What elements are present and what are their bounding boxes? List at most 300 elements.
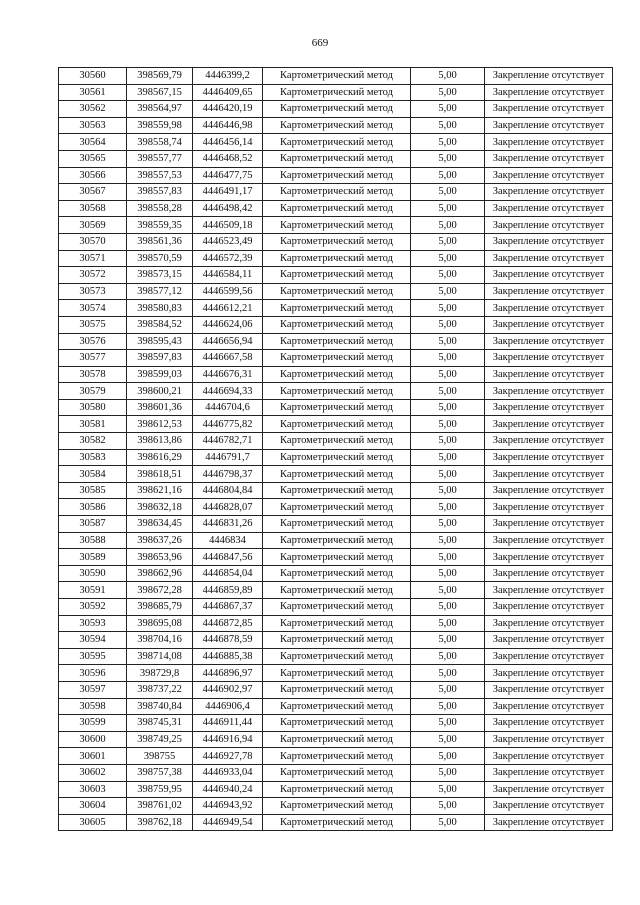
x-coordinate-cell: 398559,98 [127, 117, 193, 134]
y-coordinate-cell: 4446831,26 [193, 516, 263, 533]
x-coordinate-cell: 398672,28 [127, 582, 193, 599]
y-coordinate-cell: 4446854,04 [193, 565, 263, 582]
fixing-cell: Закрепление отсутствует [485, 814, 613, 831]
y-coordinate-cell: 4446399,2 [193, 68, 263, 85]
point-number-cell: 30589 [59, 549, 127, 566]
fixing-cell: Закрепление отсутствует [485, 698, 613, 715]
x-coordinate-cell: 398759,95 [127, 781, 193, 798]
accuracy-cell: 5,00 [411, 333, 485, 350]
method-cell: Картометрический метод [263, 648, 411, 665]
method-cell: Картометрический метод [263, 466, 411, 483]
table-row [59, 134, 613, 151]
accuracy-cell: 5,00 [411, 599, 485, 616]
fixing-cell: Закрепление отсутствует [485, 350, 613, 367]
fixing-cell: Закрепление отсутствует [485, 233, 613, 250]
table-row [59, 615, 613, 632]
table-row [59, 150, 613, 167]
point-number-cell: 30566 [59, 167, 127, 184]
x-coordinate-cell: 398558,74 [127, 134, 193, 151]
table-row [59, 764, 613, 781]
point-number-cell: 30561 [59, 84, 127, 101]
fixing-cell: Закрепление отсутствует [485, 117, 613, 134]
point-number-cell: 30568 [59, 200, 127, 217]
point-number-cell: 30577 [59, 350, 127, 367]
y-coordinate-cell: 4446847,56 [193, 549, 263, 566]
table-row [59, 549, 613, 566]
method-cell: Картометрический метод [263, 200, 411, 217]
accuracy-cell: 5,00 [411, 499, 485, 516]
method-cell: Картометрический метод [263, 184, 411, 201]
point-number-cell: 30599 [59, 715, 127, 732]
x-coordinate-cell: 398737,22 [127, 681, 193, 698]
x-coordinate-cell: 398601,36 [127, 399, 193, 416]
method-cell: Картометрический метод [263, 350, 411, 367]
fixing-cell: Закрепление отсутствует [485, 731, 613, 748]
x-coordinate-cell: 398597,83 [127, 350, 193, 367]
point-number-cell: 30560 [59, 68, 127, 85]
method-cell: Картометрический метод [263, 532, 411, 549]
fixing-cell: Закрепление отсутствует [485, 582, 613, 599]
point-number-cell: 30586 [59, 499, 127, 516]
x-coordinate-cell: 398745,31 [127, 715, 193, 732]
fixing-cell: Закрепление отсутствует [485, 599, 613, 616]
y-coordinate-cell: 4446509,18 [193, 217, 263, 234]
accuracy-cell: 5,00 [411, 798, 485, 815]
x-coordinate-cell: 398757,38 [127, 764, 193, 781]
fixing-cell: Закрепление отсутствует [485, 167, 613, 184]
y-coordinate-cell: 4446896,97 [193, 665, 263, 682]
point-number-cell: 30580 [59, 399, 127, 416]
y-coordinate-cell: 4446409,65 [193, 84, 263, 101]
fixing-cell: Закрепление отсутствует [485, 200, 613, 217]
x-coordinate-cell: 398570,59 [127, 250, 193, 267]
table-row [59, 798, 613, 815]
x-coordinate-cell: 398573,15 [127, 267, 193, 284]
fixing-cell: Закрепление отсутствует [485, 532, 613, 549]
method-cell: Картометрический метод [263, 250, 411, 267]
table-row [59, 665, 613, 682]
point-number-cell: 30584 [59, 466, 127, 483]
y-coordinate-cell: 4446584,11 [193, 267, 263, 284]
table-row [59, 200, 613, 217]
accuracy-cell: 5,00 [411, 283, 485, 300]
x-coordinate-cell: 398569,79 [127, 68, 193, 85]
x-coordinate-cell: 398577,12 [127, 283, 193, 300]
accuracy-cell: 5,00 [411, 814, 485, 831]
x-coordinate-cell: 398561,36 [127, 233, 193, 250]
x-coordinate-cell: 398637,26 [127, 532, 193, 549]
fixing-cell: Закрепление отсутствует [485, 748, 613, 765]
table-row [59, 449, 613, 466]
point-number-cell: 30572 [59, 267, 127, 284]
accuracy-cell: 5,00 [411, 300, 485, 317]
accuracy-cell: 5,00 [411, 150, 485, 167]
method-cell: Картометрический метод [263, 399, 411, 416]
accuracy-cell: 5,00 [411, 101, 485, 118]
fixing-cell: Закрепление отсутствует [485, 150, 613, 167]
accuracy-cell: 5,00 [411, 632, 485, 649]
fixing-cell: Закрепление отсутствует [485, 283, 613, 300]
accuracy-cell: 5,00 [411, 449, 485, 466]
accuracy-cell: 5,00 [411, 516, 485, 533]
x-coordinate-cell: 398695,08 [127, 615, 193, 632]
y-coordinate-cell: 4446667,58 [193, 350, 263, 367]
y-coordinate-cell: 4446933,04 [193, 764, 263, 781]
accuracy-cell: 5,00 [411, 466, 485, 483]
point-number-cell: 30605 [59, 814, 127, 831]
point-number-cell: 30563 [59, 117, 127, 134]
x-coordinate-cell: 398685,79 [127, 599, 193, 616]
fixing-cell: Закрепление отсутствует [485, 615, 613, 632]
table-row [59, 366, 613, 383]
x-coordinate-cell: 398740,84 [127, 698, 193, 715]
y-coordinate-cell: 4446906,4 [193, 698, 263, 715]
accuracy-cell: 5,00 [411, 117, 485, 134]
fixing-cell: Закрепление отсутствует [485, 632, 613, 649]
table-row [59, 731, 613, 748]
accuracy-cell: 5,00 [411, 250, 485, 267]
fixing-cell: Закрепление отсутствует [485, 433, 613, 450]
y-coordinate-cell: 4446859,89 [193, 582, 263, 599]
x-coordinate-cell: 398584,52 [127, 316, 193, 333]
x-coordinate-cell: 398704,16 [127, 632, 193, 649]
x-coordinate-cell: 398580,83 [127, 300, 193, 317]
x-coordinate-cell: 398564,97 [127, 101, 193, 118]
y-coordinate-cell: 4446624,06 [193, 316, 263, 333]
method-cell: Картометрический метод [263, 283, 411, 300]
point-number-cell: 30569 [59, 217, 127, 234]
y-coordinate-cell: 4446834 [193, 532, 263, 549]
point-number-cell: 30578 [59, 366, 127, 383]
y-coordinate-cell: 4446676,31 [193, 366, 263, 383]
point-number-cell: 30591 [59, 582, 127, 599]
accuracy-cell: 5,00 [411, 167, 485, 184]
accuracy-cell: 5,00 [411, 366, 485, 383]
accuracy-cell: 5,00 [411, 267, 485, 284]
method-cell: Картометрический метод [263, 233, 411, 250]
table-row [59, 250, 613, 267]
table-row [59, 466, 613, 483]
point-number-cell: 30567 [59, 184, 127, 201]
method-cell: Картометрический метод [263, 781, 411, 798]
method-cell: Картометрический метод [263, 134, 411, 151]
accuracy-cell: 5,00 [411, 615, 485, 632]
point-number-cell: 30582 [59, 433, 127, 450]
y-coordinate-cell: 4446885,38 [193, 648, 263, 665]
table-row [59, 233, 613, 250]
y-coordinate-cell: 4446867,37 [193, 599, 263, 616]
table-row [59, 167, 613, 184]
accuracy-cell: 5,00 [411, 134, 485, 151]
method-cell: Картометрический метод [263, 599, 411, 616]
accuracy-cell: 5,00 [411, 383, 485, 400]
point-number-cell: 30574 [59, 300, 127, 317]
y-coordinate-cell: 4446456,14 [193, 134, 263, 151]
point-number-cell: 30600 [59, 731, 127, 748]
table-row [59, 814, 613, 831]
point-number-cell: 30562 [59, 101, 127, 118]
y-coordinate-cell: 4446599,56 [193, 283, 263, 300]
fixing-cell: Закрепление отсутствует [485, 84, 613, 101]
x-coordinate-cell: 398729,8 [127, 665, 193, 682]
method-cell: Картометрический метод [263, 665, 411, 682]
accuracy-cell: 5,00 [411, 350, 485, 367]
table-row [59, 499, 613, 516]
accuracy-cell: 5,00 [411, 565, 485, 582]
x-coordinate-cell: 398714,08 [127, 648, 193, 665]
y-coordinate-cell: 4446612,21 [193, 300, 263, 317]
accuracy-cell: 5,00 [411, 764, 485, 781]
table-row [59, 283, 613, 300]
x-coordinate-cell: 398557,53 [127, 167, 193, 184]
method-cell: Картометрический метод [263, 383, 411, 400]
y-coordinate-cell: 4446943,92 [193, 798, 263, 815]
x-coordinate-cell: 398612,53 [127, 416, 193, 433]
y-coordinate-cell: 4446902,97 [193, 681, 263, 698]
fixing-cell: Закрепление отсутствует [485, 648, 613, 665]
fixing-cell: Закрепление отсутствует [485, 516, 613, 533]
table-body [59, 68, 613, 831]
x-coordinate-cell: 398618,51 [127, 466, 193, 483]
fixing-cell: Закрепление отсутствует [485, 267, 613, 284]
table-row [59, 648, 613, 665]
table-row [59, 117, 613, 134]
y-coordinate-cell: 4446872,85 [193, 615, 263, 632]
y-coordinate-cell: 4446804,84 [193, 482, 263, 499]
y-coordinate-cell: 4446498,42 [193, 200, 263, 217]
y-coordinate-cell: 4446940,24 [193, 781, 263, 798]
table-row [59, 333, 613, 350]
fixing-cell: Закрепление отсутствует [485, 68, 613, 85]
y-coordinate-cell: 4446477,75 [193, 167, 263, 184]
table-row [59, 300, 613, 317]
fixing-cell: Закрепление отсутствует [485, 798, 613, 815]
table-row [59, 482, 613, 499]
table-row [59, 715, 613, 732]
method-cell: Картометрический метод [263, 300, 411, 317]
table-row [59, 516, 613, 533]
accuracy-cell: 5,00 [411, 433, 485, 450]
accuracy-cell: 5,00 [411, 184, 485, 201]
accuracy-cell: 5,00 [411, 665, 485, 682]
method-cell: Картометрический метод [263, 798, 411, 815]
fixing-cell: Закрепление отсутствует [485, 316, 613, 333]
method-cell: Картометрический метод [263, 565, 411, 582]
point-number-cell: 30581 [59, 416, 127, 433]
point-number-cell: 30598 [59, 698, 127, 715]
table-row [59, 316, 613, 333]
table-row [59, 748, 613, 765]
fixing-cell: Закрепление отсутствует [485, 217, 613, 234]
point-number-cell: 30575 [59, 316, 127, 333]
table-row [59, 68, 613, 85]
point-number-cell: 30597 [59, 681, 127, 698]
point-number-cell: 30571 [59, 250, 127, 267]
method-cell: Картометрический метод [263, 698, 411, 715]
y-coordinate-cell: 4446656,94 [193, 333, 263, 350]
point-number-cell: 30595 [59, 648, 127, 665]
accuracy-cell: 5,00 [411, 532, 485, 549]
point-number-cell: 30587 [59, 516, 127, 533]
fixing-cell: Закрепление отсутствует [485, 681, 613, 698]
method-cell: Картометрический метод [263, 217, 411, 234]
x-coordinate-cell: 398559,35 [127, 217, 193, 234]
x-coordinate-cell: 398616,29 [127, 449, 193, 466]
point-number-cell: 30592 [59, 599, 127, 616]
x-coordinate-cell: 398613,86 [127, 433, 193, 450]
method-cell: Картометрический метод [263, 499, 411, 516]
accuracy-cell: 5,00 [411, 84, 485, 101]
table-row [59, 698, 613, 715]
y-coordinate-cell: 4446704,6 [193, 399, 263, 416]
method-cell: Картометрический метод [263, 764, 411, 781]
fixing-cell: Закрепление отсутствует [485, 101, 613, 118]
fixing-cell: Закрепление отсутствует [485, 134, 613, 151]
table-row [59, 565, 613, 582]
fixing-cell: Закрепление отсутствует [485, 399, 613, 416]
fixing-cell: Закрепление отсутствует [485, 482, 613, 499]
x-coordinate-cell: 398595,43 [127, 333, 193, 350]
y-coordinate-cell: 4446927,78 [193, 748, 263, 765]
point-number-cell: 30565 [59, 150, 127, 167]
fixing-cell: Закрепление отсутствует [485, 366, 613, 383]
method-cell: Картометрический метод [263, 316, 411, 333]
accuracy-cell: 5,00 [411, 748, 485, 765]
y-coordinate-cell: 4446775,82 [193, 416, 263, 433]
table-row [59, 399, 613, 416]
y-coordinate-cell: 4446446,98 [193, 117, 263, 134]
method-cell: Картометрический метод [263, 333, 411, 350]
x-coordinate-cell: 398653,96 [127, 549, 193, 566]
point-number-cell: 30564 [59, 134, 127, 151]
method-cell: Картометрический метод [263, 449, 411, 466]
accuracy-cell: 5,00 [411, 200, 485, 217]
table-row [59, 84, 613, 101]
method-cell: Картометрический метод [263, 715, 411, 732]
fixing-cell: Закрепление отсутствует [485, 781, 613, 798]
table-row [59, 781, 613, 798]
fixing-cell: Закрепление отсутствует [485, 466, 613, 483]
x-coordinate-cell: 398755 [127, 748, 193, 765]
table-row [59, 217, 613, 234]
method-cell: Картометрический метод [263, 150, 411, 167]
y-coordinate-cell: 4446916,94 [193, 731, 263, 748]
table-row [59, 532, 613, 549]
y-coordinate-cell: 4446828,07 [193, 499, 263, 516]
method-cell: Картометрический метод [263, 167, 411, 184]
point-number-cell: 30588 [59, 532, 127, 549]
table-row [59, 383, 613, 400]
x-coordinate-cell: 398634,45 [127, 516, 193, 533]
accuracy-cell: 5,00 [411, 781, 485, 798]
y-coordinate-cell: 4446572,39 [193, 250, 263, 267]
accuracy-cell: 5,00 [411, 316, 485, 333]
x-coordinate-cell: 398632,18 [127, 499, 193, 516]
point-number-cell: 30602 [59, 764, 127, 781]
accuracy-cell: 5,00 [411, 68, 485, 85]
fixing-cell: Закрепление отсутствует [485, 449, 613, 466]
method-cell: Картометрический метод [263, 632, 411, 649]
x-coordinate-cell: 398557,83 [127, 184, 193, 201]
accuracy-cell: 5,00 [411, 482, 485, 499]
fixing-cell: Закрепление отсутствует [485, 250, 613, 267]
y-coordinate-cell: 4446782,71 [193, 433, 263, 450]
x-coordinate-cell: 398749,25 [127, 731, 193, 748]
point-number-cell: 30579 [59, 383, 127, 400]
point-number-cell: 30573 [59, 283, 127, 300]
page-number: 669 [311, 37, 329, 49]
fixing-cell: Закрепление отсутствует [485, 416, 613, 433]
method-cell: Картометрический метод [263, 516, 411, 533]
method-cell: Картометрический метод [263, 748, 411, 765]
point-number-cell: 30596 [59, 665, 127, 682]
x-coordinate-cell: 398761,02 [127, 798, 193, 815]
method-cell: Картометрический метод [263, 482, 411, 499]
method-cell: Картометрический метод [263, 416, 411, 433]
x-coordinate-cell: 398557,77 [127, 150, 193, 167]
method-cell: Картометрический метод [263, 582, 411, 599]
accuracy-cell: 5,00 [411, 233, 485, 250]
point-number-cell: 30593 [59, 615, 127, 632]
accuracy-cell: 5,00 [411, 715, 485, 732]
x-coordinate-cell: 398662,96 [127, 565, 193, 582]
method-cell: Картометрический метод [263, 549, 411, 566]
accuracy-cell: 5,00 [411, 549, 485, 566]
y-coordinate-cell: 4446491,17 [193, 184, 263, 201]
fixing-cell: Закрепление отсутствует [485, 333, 613, 350]
y-coordinate-cell: 4446523,49 [193, 233, 263, 250]
y-coordinate-cell: 4446791,7 [193, 449, 263, 466]
method-cell: Картометрический метод [263, 433, 411, 450]
table-row [59, 416, 613, 433]
fixing-cell: Закрепление отсутствует [485, 665, 613, 682]
accuracy-cell: 5,00 [411, 681, 485, 698]
fixing-cell: Закрепление отсутствует [485, 499, 613, 516]
point-number-cell: 30604 [59, 798, 127, 815]
method-cell: Картометрический метод [263, 84, 411, 101]
accuracy-cell: 5,00 [411, 582, 485, 599]
table-row [59, 599, 613, 616]
point-number-cell: 30576 [59, 333, 127, 350]
point-number-cell: 30585 [59, 482, 127, 499]
coordinates-table [58, 67, 613, 831]
method-cell: Картометрический метод [263, 117, 411, 134]
y-coordinate-cell: 4446949,54 [193, 814, 263, 831]
x-coordinate-cell: 398599,03 [127, 366, 193, 383]
accuracy-cell: 5,00 [411, 698, 485, 715]
y-coordinate-cell: 4446694,33 [193, 383, 263, 400]
fixing-cell: Закрепление отсутствует [485, 764, 613, 781]
point-number-cell: 30583 [59, 449, 127, 466]
table-row [59, 582, 613, 599]
point-number-cell: 30603 [59, 781, 127, 798]
y-coordinate-cell: 4446911,44 [193, 715, 263, 732]
fixing-cell: Закрепление отсутствует [485, 549, 613, 566]
point-number-cell: 30594 [59, 632, 127, 649]
point-number-cell: 30570 [59, 233, 127, 250]
x-coordinate-cell: 398621,16 [127, 482, 193, 499]
method-cell: Картометрический метод [263, 366, 411, 383]
accuracy-cell: 5,00 [411, 217, 485, 234]
y-coordinate-cell: 4446798,37 [193, 466, 263, 483]
method-cell: Картометрический метод [263, 101, 411, 118]
method-cell: Картометрический метод [263, 68, 411, 85]
table-row [59, 350, 613, 367]
point-number-cell: 30601 [59, 748, 127, 765]
method-cell: Картометрический метод [263, 731, 411, 748]
y-coordinate-cell: 4446420,19 [193, 101, 263, 118]
y-coordinate-cell: 4446878,59 [193, 632, 263, 649]
